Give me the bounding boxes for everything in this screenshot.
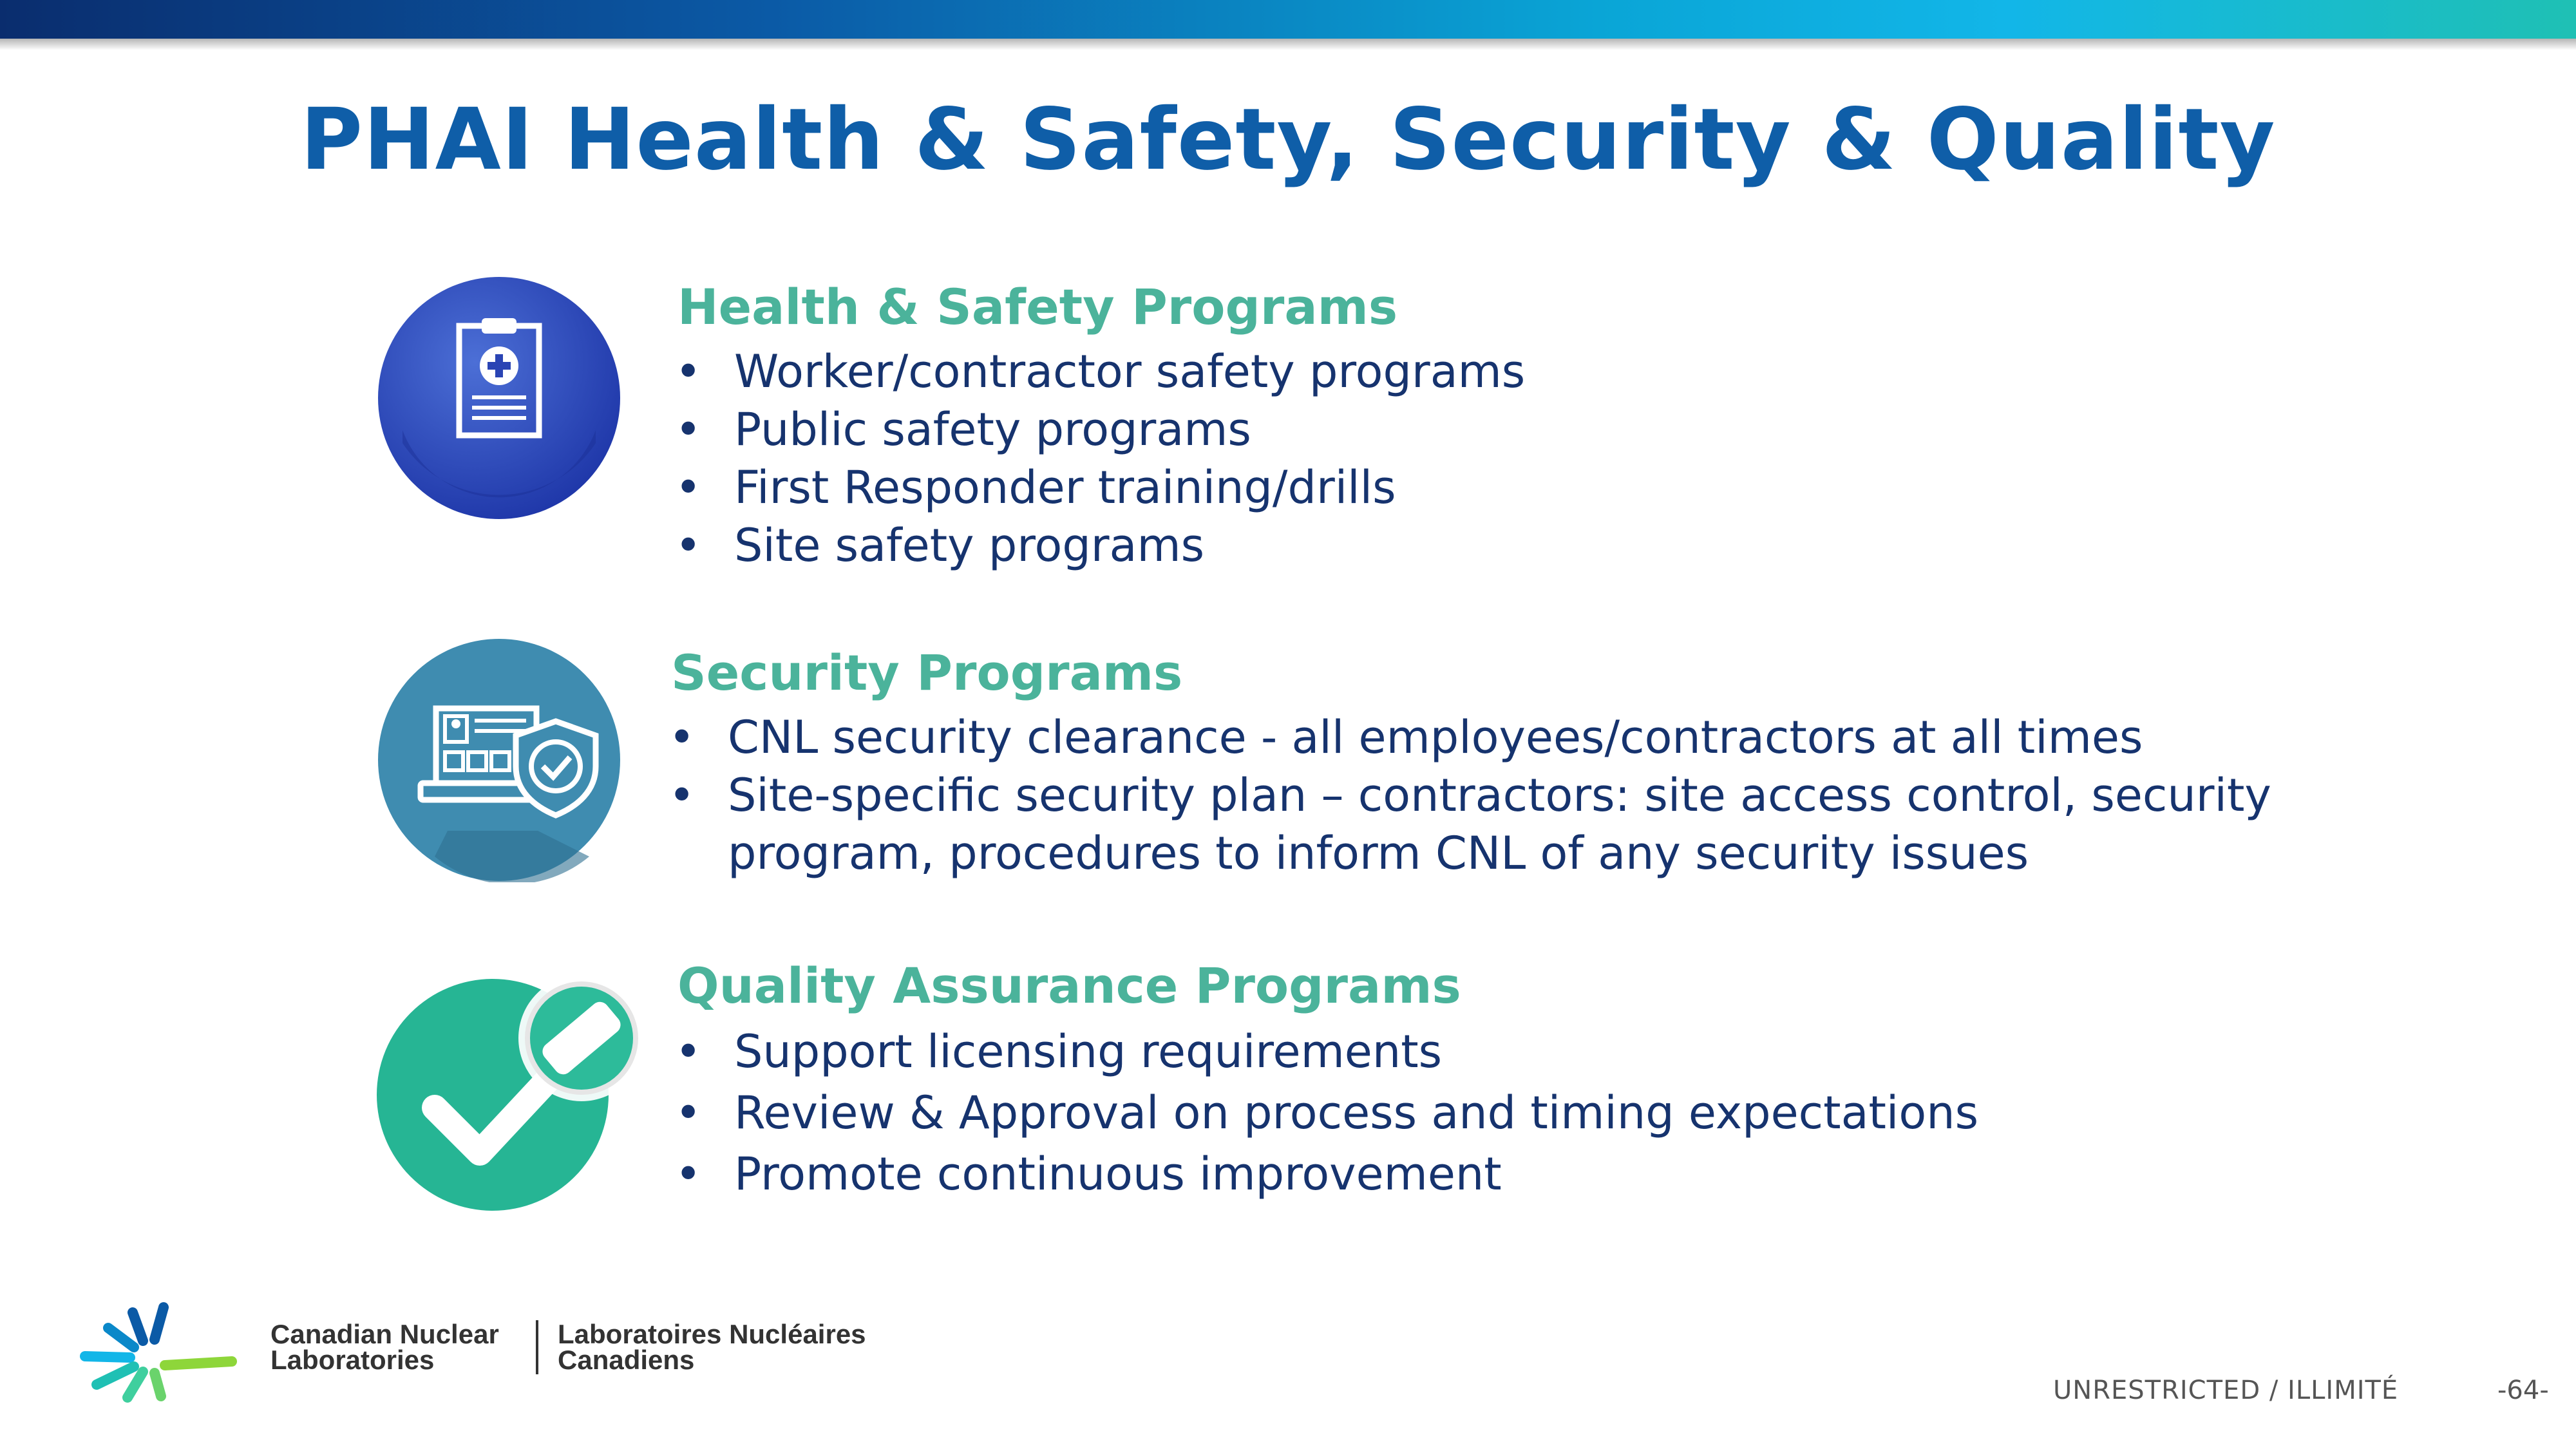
logo-en-line2: Laboratories (270, 1345, 435, 1375)
top-gradient-bar (0, 0, 2576, 39)
list-item: • Support licensing requirements (675, 1021, 1978, 1083)
top-bar-shadow (0, 39, 2576, 50)
classification-label: UNRESTRICTED / ILLIMITÉ (2053, 1376, 2399, 1405)
logo-fr-line2: Canadiens (558, 1345, 695, 1375)
section-heading-quality: Quality Assurance Programs (677, 957, 1461, 1014)
list-item: • Worker/contractor safety programs (675, 343, 1525, 401)
section-heading-security: Security Programs (671, 644, 1183, 701)
list-item: • Site-specific security plan – contractors: site access control, security (668, 766, 2271, 824)
list-item: • Review & Approval on process and timing expectations (675, 1083, 1978, 1144)
list-item: • First Responder training/drills (675, 459, 1525, 516)
logo-fr-line1: Laboratoires Nucléaires (558, 1319, 866, 1349)
section-heading-health-safety: Health & Safety Programs (677, 278, 1398, 336)
logo-divider (536, 1320, 538, 1374)
logo-text-french (558, 1321, 866, 1373)
checkmark-circle-icon (377, 966, 654, 1224)
quality-bullet-list (675, 1021, 1978, 1205)
logo-en-line1: Canadian Nuclear (270, 1319, 499, 1349)
page-number: -64- (2497, 1376, 2549, 1405)
list-item: • CNL security clearance - all employees/contractors at all times (668, 708, 2271, 766)
health-safety-bullet-list (675, 343, 1525, 574)
slide-title: PHAI Health & Safety, Security & Quality (300, 90, 2276, 189)
list-item: • Site safety programs (675, 516, 1525, 574)
security-shield-id-card-icon (377, 638, 621, 882)
logo-text-english (270, 1321, 499, 1373)
security-bullet-continuation: program, procedures to inform CNL of any security issues (728, 827, 2029, 880)
cnl-logo-icon (71, 1294, 238, 1404)
list-item: • Public safety programs (675, 401, 1525, 459)
list-item: • Promote continuous improvement (675, 1144, 1978, 1205)
security-bullet-list (668, 708, 2271, 824)
clipboard-medical-icon (377, 276, 621, 520)
